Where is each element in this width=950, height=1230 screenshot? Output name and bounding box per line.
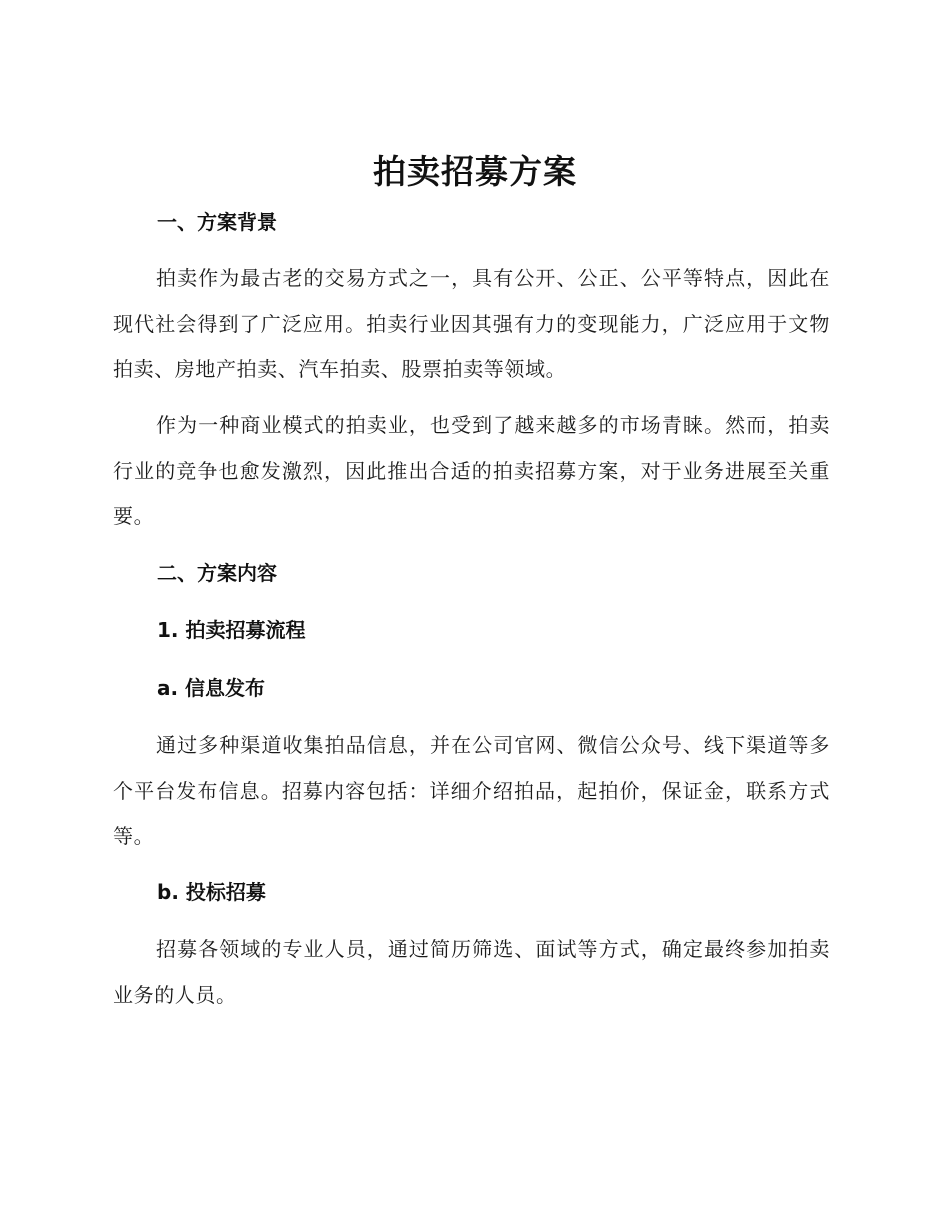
- info-release-paragraph: 通过多种渠道收集拍品信息，并在公司官网、微信公众号、线下渠道等多个平台发布信息。招募内容包括：详细介绍拍品，起拍价，保证金，联系方式等。: [113, 733, 830, 848]
- background-paragraph-1: 拍卖作为最古老的交易方式之一，具有公开、公正、公平等特点，因此在现代社会得到了广泛应用。拍卖行业因其强有力的变现能力，广泛应用于文物拍卖、房地产拍卖、汽车拍卖、股票拍卖等领域。: [113, 266, 830, 381]
- section-heading-background: 一、方案背景: [157, 210, 277, 234]
- background-paragraph-2: 作为一种商业模式的拍卖业，也受到了越来越多的市场青睐。然而，拍卖行业的竞争也愈发激烈，因此推出合适的拍卖招募方案，对于业务进展至关重要。: [113, 413, 830, 528]
- document-title: 拍卖招募方案: [373, 152, 577, 191]
- item-heading-bid-recruitment: b. 投标招募: [157, 880, 266, 904]
- subheading-process: 1. 拍卖招募流程: [157, 618, 306, 642]
- item-heading-info-release: a. 信息发布: [157, 676, 266, 700]
- bid-recruitment-paragraph: 招募各领域的专业人员，通过简历筛选、面试等方式，确定最终参加拍卖业务的人员。: [113, 937, 830, 1007]
- section-heading-content: 二、方案内容: [157, 561, 277, 585]
